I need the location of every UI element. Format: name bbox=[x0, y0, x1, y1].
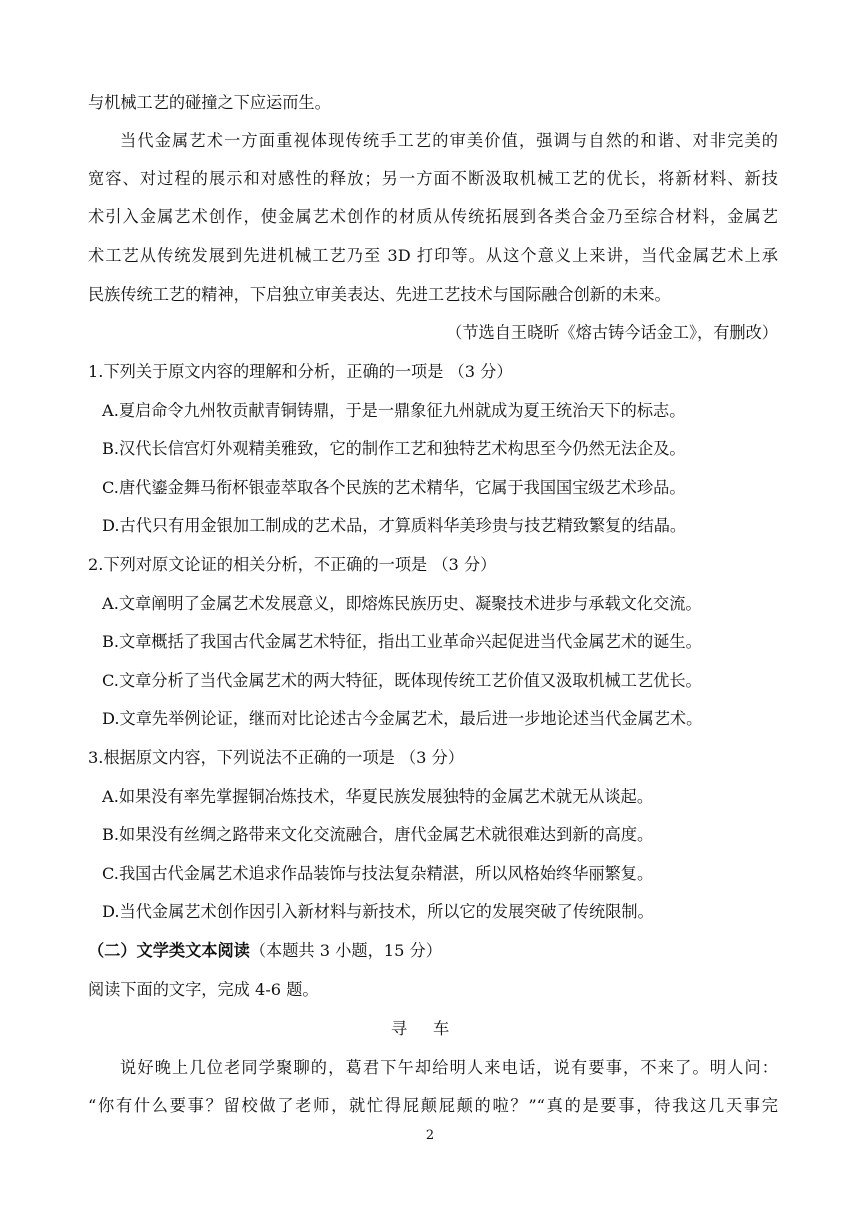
question-option: A.如果没有率先掌握铜冶炼技术，华夏民族发展独特的金属艺术就无从谈起。 bbox=[102, 787, 654, 806]
page-number: 2 bbox=[425, 1128, 435, 1143]
question-option: B.如果没有丝绸之路带来文化交流融合，唐代金属艺术就很难达到新的高度。 bbox=[102, 825, 654, 844]
section-heading-note: （本题共 3 小题，15 分） bbox=[249, 941, 442, 960]
section-heading bbox=[88, 940, 778, 962]
question-option: D.古代只有用金银加工制成的艺术品，才算质料华美珍贵与技艺精致繁复的结晶。 bbox=[102, 516, 687, 535]
story-line: “你有什么要事？留校做了老师，就忙得屁颠屁颠的啦？”“真的是要事，待我这几天事完 bbox=[88, 1096, 778, 1115]
passage-tail-line: 与机械工艺的碰撞之下应运而生。 bbox=[88, 93, 331, 112]
story-title-text: 寻车 bbox=[390, 1019, 476, 1038]
question-stem: 1.下列关于原文内容的理解和分析，正确的一项是 （3 分） bbox=[88, 362, 513, 381]
passage-line: 当代金属艺术一方面重视体现传统手工艺的审美价值，强调与自然的和谐、对非完美的 bbox=[120, 131, 778, 150]
section-heading-title: （二）文学类文本阅读 bbox=[88, 941, 250, 960]
passage-line: 宽容、对过程的展示和对感性的释放；另一方面不断汲取机械工艺的优长，将新材料、新技 bbox=[88, 169, 778, 188]
question-option: D.文章先举例论证，继而对比论述古今金属艺术，最后进一步地论述当代金属艺术。 bbox=[102, 709, 703, 728]
story-title bbox=[88, 1018, 778, 1040]
section-instruction: 阅读下面的文字，完成 4-6 题。 bbox=[88, 980, 319, 999]
passage-line: 民族传统工艺的精神，下启独立审美表达、先进工艺技术与国际融合创新的未来。 bbox=[88, 285, 671, 304]
question-option: A.文章阐明了金属艺术发展意义，即熔炼民族历史、凝聚技术进步与承载文化交流。 bbox=[102, 594, 702, 613]
question-stem: 3.根据原文内容，下列说法不正确的一项是 （3 分） bbox=[88, 748, 464, 767]
question-option: D.当代金属艺术创作因引入新材料与新技术，所以它的发展突破了传统限制。 bbox=[102, 902, 654, 921]
question-option: B.汉代长信宫灯外观精美雅致，它的制作工艺和独特艺术构思至今仍然无法企及。 bbox=[102, 439, 686, 458]
question-option: C.我国古代金属艺术追求作品装饰与技法复杂精湛，所以风格始终华丽繁复。 bbox=[102, 864, 654, 883]
question-option: C.唐代鎏金舞马衔杯银壶萃取各个民族的艺术精华，它属于我国国宝级艺术珍品。 bbox=[102, 478, 686, 497]
passage-line: 术工艺从传统发展到先进机械工艺乃至 3D 打印等。从这个意义上来讲，当代金属艺术上承 bbox=[88, 246, 778, 265]
story-line: 说好晚上几位老同学聚聊的，葛君下午却给明人来电话，说有要事，不来了。明人问： bbox=[120, 1058, 778, 1077]
question-option: B.文章概括了我国古代金属艺术特征，指出工业革命兴起促进当代金属艺术的诞生。 bbox=[102, 632, 702, 651]
question-option: C.文章分析了当代金属艺术的两大特征，既体现传统工艺价值又汲取机械工艺优长。 bbox=[102, 671, 702, 690]
passage-line: 术引入金属艺术创作，使金属艺术创作的材质从传统拓展到各类合金乃至综合材料，金属艺 bbox=[88, 207, 778, 226]
passage-source: （节选自王晓昕《熔古铸今话金工》，有删改） bbox=[446, 323, 778, 342]
question-stem: 2.下列对原文论证的相关分析，不正确的一项是 （3 分） bbox=[88, 555, 497, 574]
question-option: A.夏启命令九州牧贡献青铜铸鼎，于是一鼎象征九州就成为夏王统治天下的标志。 bbox=[102, 401, 686, 420]
